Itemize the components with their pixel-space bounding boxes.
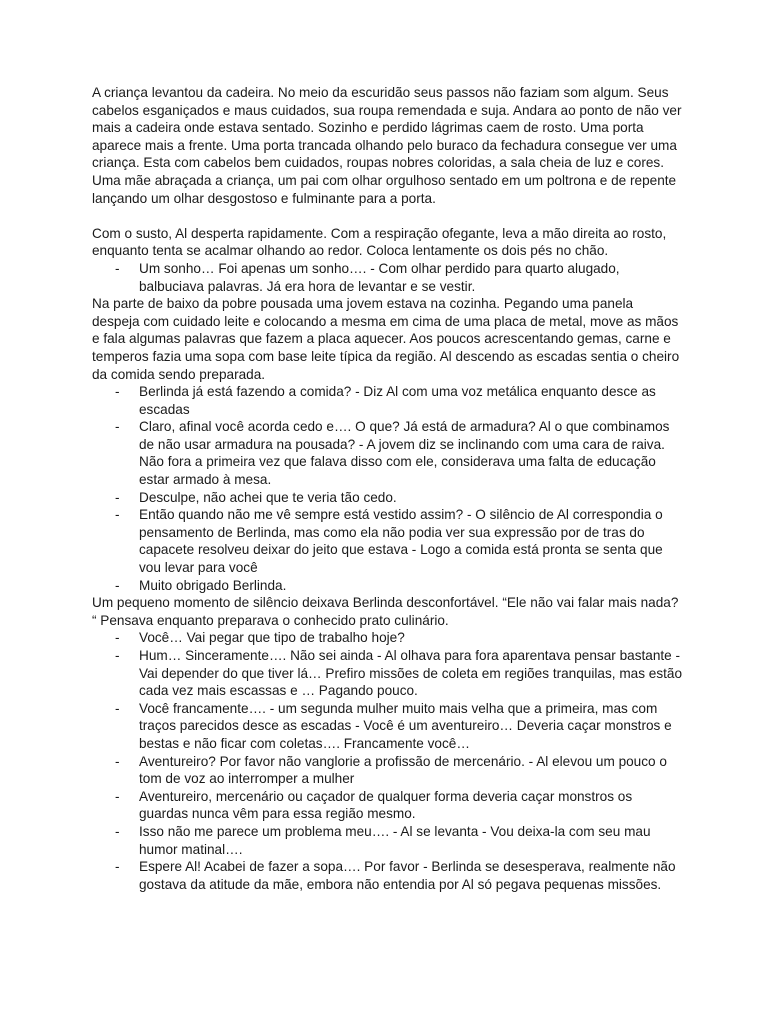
paragraph-dream: A criança levantou da cadeira. No meio da escuridão seus passos não faziam som algum. Seus cabelos esganiçados e maus cuidados, sua roupa remendada e suja. Andara ao ponto de não ver mais a cadeira onde estava sentado. Sozinho e perdido lágrimas caem de rosto. Uma porta aparece mais a frente. Uma porta trancada olhando pelo buraco da fechadura consegue ver uma criança. Esta com cabelos bem cuidados, roupas nobres coloridas, a sala cheia de luz e cores. Uma mãe abraçada a criança, um pai com olhar orgulhoso sentado em um poltrona e de repente lançando um olhar desgostoso e fulminante para a porta.	[92, 85, 682, 206]
dialogue-text: Você francamente…. - um segunda mulher muito mais velha que a primeira, mas com traços parecidos desce as escadas - Você é um aventureiro… Deveria caçar monstros e bestas e não ficar com coletas…. Francamente você…	[139, 700, 672, 751]
dash-bullet: -	[115, 788, 120, 804]
dialogue-line	[92, 506, 684, 576]
dash-bullet: -	[115, 260, 120, 276]
dialogue-text: Então quando não me vê sempre está vestido assim? - O silêncio de Al correspondia o pensamento de Berlinda, mas como ela não podia ver sua expressão por de tras do capacete resolveu deixar do jeito que estava - Logo a comida está pronta se senta que vou levar para você	[139, 507, 663, 576]
paragraph-awakening: Com o susto, Al desperta rapidamente. Com a respiração ofegante, leva a mão direita ao rosto, enquanto tenta se acalmar olhando ao redor. Coloca lentamente os dois pés no chão.	[92, 225, 667, 259]
dialogue-line	[92, 629, 684, 647]
document-page	[92, 84, 684, 893]
dash-bullet: -	[115, 700, 120, 716]
dialogue-line	[92, 823, 684, 858]
dialogue-text: Hum… Sinceramente…. Não sei ainda - Al olhava para fora aparentava pensar bastante - Vai depender do que tiver lá… Prefiro missões de coleta em regiões tranquilas, mas estão cada vez mais escassas e … Pagando pouco.	[139, 648, 683, 699]
dialogue-line	[92, 260, 684, 295]
dialogue-line	[92, 647, 684, 700]
dialogue-text: Aventureiro, mercenário ou caçador de qualquer forma deveria caçar monstros os guardas nunca vêm para essa região mesmo.	[139, 788, 633, 822]
dash-bullet: -	[115, 753, 120, 769]
dialogue-line	[92, 858, 684, 893]
dialogue-line	[92, 418, 684, 488]
dialogue-text: Um sonho… Foi apenas um sonho…. - Com olhar perdido para quarto alugado, balbuciava palavras. Já era hora de levantar e se vestir.	[139, 260, 620, 294]
dialogue-line	[92, 788, 684, 823]
dialogue-text: Isso não me parece um problema meu…. - Al se levanta - Vou deixa-la com seu mau humor matinal….	[139, 823, 651, 857]
dialogue-line	[92, 700, 684, 753]
dash-bullet: -	[115, 648, 120, 663]
dash-bullet: -	[115, 419, 120, 435]
dash-bullet: -	[115, 823, 120, 839]
dash-bullet: -	[115, 384, 120, 400]
dialogue-text: Você… Vai pegar que tipo de trabalho hoje?	[139, 630, 405, 646]
dialogue-line	[92, 577, 684, 595]
dialogue-text: Desculpe, não achei que te veria tão cedo.	[139, 489, 397, 505]
dialogue-line	[92, 383, 684, 418]
dialogue-text: Claro, afinal você acorda cedo e…. O que? Já está de armadura? Al o que combinamos de não usar armadura na pousada? - A jovem diz se inclinando com uma cara de raiva. Não fora a primeira vez que falava disso com ele, considerava uma falta de educação estar armado à mesa.	[139, 419, 670, 488]
dialogue-line	[92, 489, 684, 507]
dialogue-text: Muito obrigado Berlinda.	[139, 577, 287, 593]
dialogue-line	[92, 753, 684, 788]
dash-bullet: -	[115, 507, 120, 523]
paragraph-silence: Um pequeno momento de silêncio deixava Berlinda desconfortável. “Ele não vai falar mais nada? “ Pensava enquanto preparava o conhecido prato culinário.	[92, 595, 679, 628]
dialogue-list-1	[92, 260, 684, 295]
dash-bullet: -	[115, 859, 120, 875]
dialogue-text: Berlinda já está fazendo a comida? - Diz Al com uma voz metálica enquanto desce as escadas	[139, 384, 656, 417]
dash-bullet: -	[115, 630, 120, 646]
dialogue-list-3	[92, 629, 684, 893]
dash-bullet: -	[115, 489, 120, 505]
paragraph-kitchen: Na parte de baixo da pobre pousada uma jovem estava na cozinha. Pegando uma panela despeja com cuidado leite e colocando a mesma em cima de uma placa de metal, move as mãos e fala algumas palavras que fazem a placa aquecer. Aos poucos acrescentando gemas, carne e temperos fazia uma sopa com base leite típica da região. Al descendo as escadas sentia o cheiro da comida sendo preparada.	[92, 296, 680, 382]
dialogue-text: Aventureiro? Por favor não vanglorie a profissão de mercenário. - Al elevou um pouco o tom de voz ao interromper a mulher	[139, 753, 667, 787]
dialogue-list-2	[92, 383, 684, 594]
dialogue-text: Espere Al! Acabei de fazer a sopa…. Por favor - Berlinda se desesperava, realmente não gostava da atitude da mãe, embora não entendia por Al só pegava pequenas missões.	[139, 859, 676, 892]
paragraph-spacer	[92, 207, 684, 225]
dash-bullet: -	[115, 577, 120, 593]
